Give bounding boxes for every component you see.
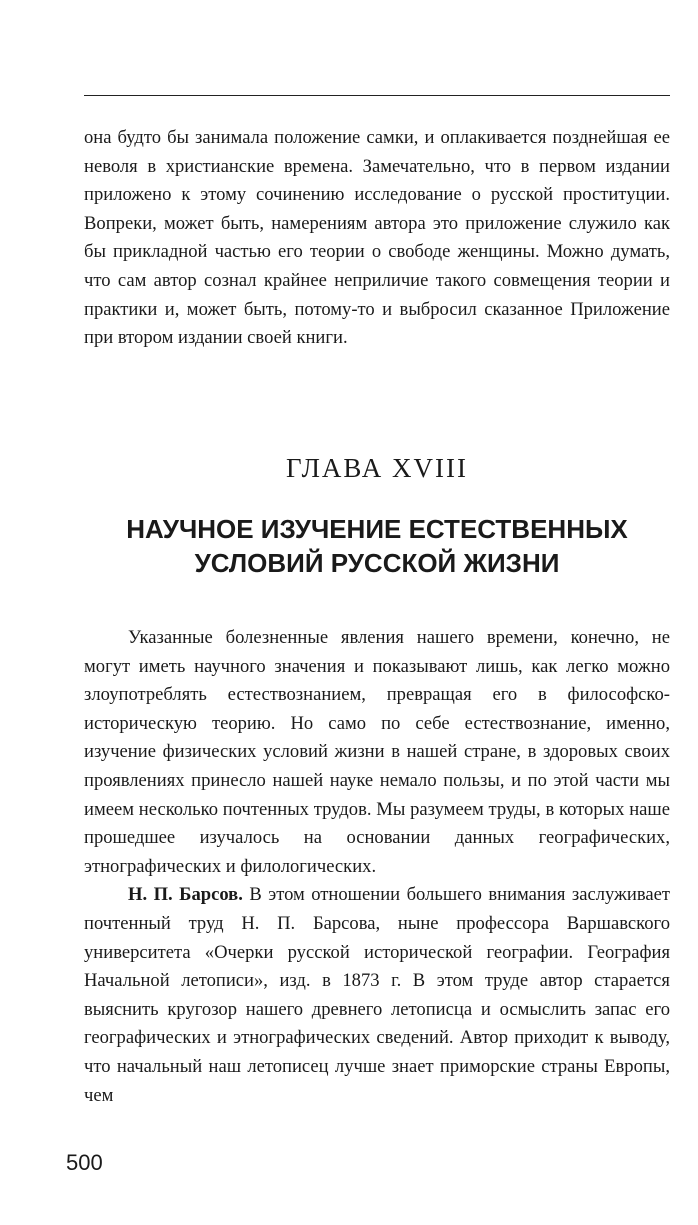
continued-text-block [84,124,670,353]
header-rule [84,95,670,96]
page-number: 500 [66,1150,103,1175]
chapter-body [84,624,670,1110]
chapter-title-line-1: НАУЧНОЕ ИЗУЧЕНИЕ ЕСТЕСТВЕННЫХ [126,514,628,544]
section-lead: Н. П. Барсов. [128,884,243,906]
continued-paragraph: она будто бы занимала положение самки, и оплакивается позднейшая ее неволя в христианские времена. Замечательно, что в первом издании приложено к этому сочинению исследование о русской проституции. Вопреки, может быть, намерениям автора это приложение служило как бы прикладной частью его теории о свободе женщины. Можно думать, что сам автор сознал крайнее неприличие такого совмещения теории и практики и, может быть, потому-то и выбросил сказанное Приложение при втором издании своей книги. [84,127,670,349]
intro-paragraph: Указанные болезненные явления нашего времени, конечно, не могут иметь научного значения и показывают лишь, как легко можно злоупотреблять естествознанием, превращая его в философско-историческую теорию. Но само по себе естествознание, именно, изучение физических условий жизни в нашей стране, в здоровых своих проявлениях принесло нашей науке немало пользы, и по этой части мы имеем несколько почтенных трудов. Мы разумеем труды, в которых наше прошедшее изучалось на основании данных географических, этнографических и филологических. [84,627,670,877]
section-text: В этом отношении большего внимания заслуживает почтенный труд Н. П. Барсова, ныне профессора Варшавского университета «Очерки русской исторической географии. География Начальной летописи», изд. в 1873 г. В этом труде автор старается выяснить кругозор нашего древнего летописца и осмыслить запас его географических и этнографических сведений. Автор приходит к выводу, что начальный наш летописец лучше знает приморские страны Европы, чем [84,884,670,1106]
chapter-number: ГЛАВА XVIII [286,453,468,483]
chapter-title [84,512,670,580]
barsov-paragraph [84,881,670,1110]
chapter-title-line-2: УСЛОВИЙ РУССКОЙ ЖИЗНИ [194,548,560,578]
